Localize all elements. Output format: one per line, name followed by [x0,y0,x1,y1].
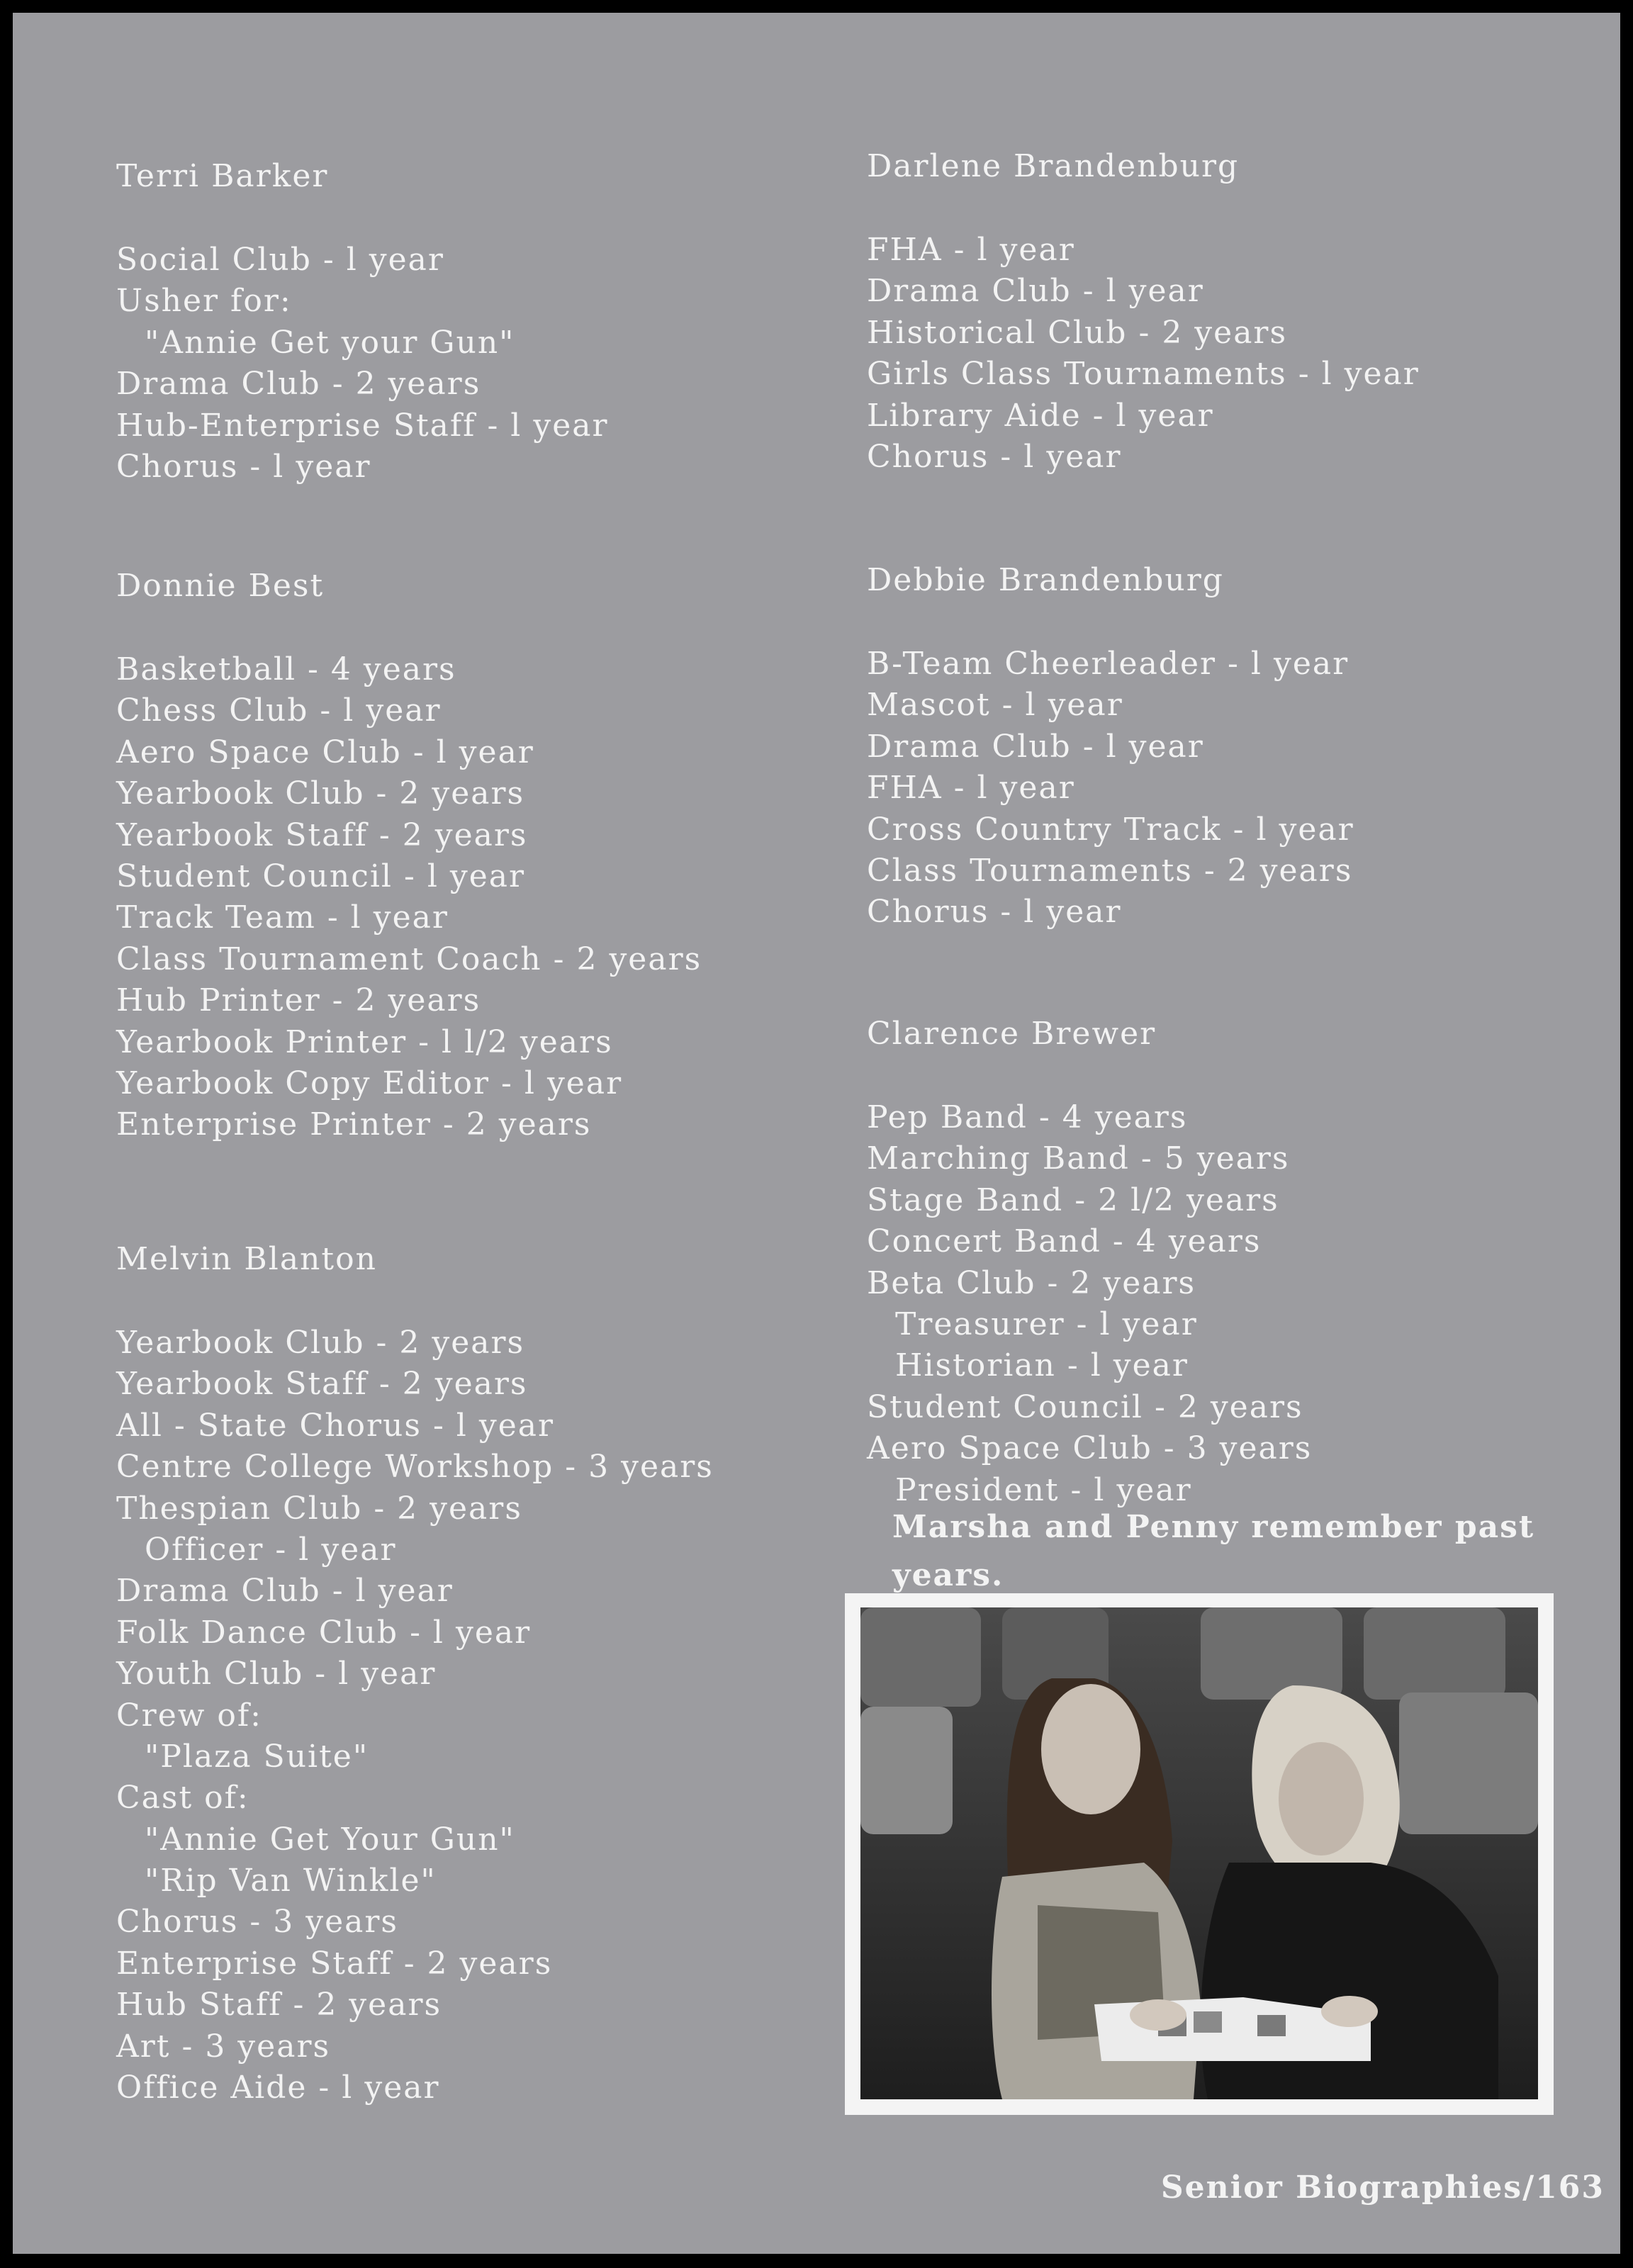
activity-list [867,1097,1583,1511]
activity-line: Officer - l year [145,1531,397,1568]
bio-darlene-brandenburg [867,146,1583,560]
activity-line: Chorus - l year [867,438,1122,475]
activity-line: Chorus - l year [867,894,1122,931]
activity-line: Track Team - l year [116,899,449,936]
photo-caption: Marsha and Penny remember past years. [892,1509,1535,1593]
activity-line: Historical Club - 2 years [867,314,1288,351]
photo [860,1607,1538,2099]
activity-line: Hub-Enterprise Staff - l year [116,407,609,444]
activity-line: Student Council - l year [116,858,526,894]
bio-name: Donnie Best [116,568,325,604]
activity-line: Drama Club - l year [867,273,1204,310]
activity-line: Chess Club - l year [116,692,442,729]
activity-line: Centre College Workshop - 3 years [116,1449,714,1486]
activity-list [116,240,832,488]
activity-line: "Annie Get Your Gun" [145,1821,515,1858]
activity-line: "Rip Van Winkle" [145,1863,437,1899]
activity-line: FHA - l year [867,232,1075,268]
activity-line: All - State Chorus - l year [116,1407,555,1444]
bio-name: Terri Barker [116,158,329,194]
activity-line: Treasurer - l year [895,1306,1198,1342]
activity-line: Drama Club - l year [867,728,1204,765]
yearbook-page [13,13,1620,2254]
activity-line: Crew of: [116,1697,262,1734]
right-column [867,146,1583,1508]
activity-line: Chorus - l year [116,448,371,485]
activity-line: Social Club - l year [116,242,444,278]
activity-line: Class Tournament Coach - 2 years [116,941,702,977]
activity-list [867,644,1583,933]
activity-line: Stage Band - 2 l/2 years [867,1181,1279,1218]
activity-line: Yearbook Staff - 2 years [116,1366,528,1403]
photo-image [860,1607,1538,2099]
activity-line: Enterprise Staff - 2 years [116,1945,553,1982]
activity-line: Historian - l year [895,1347,1189,1384]
activity-list [867,230,1583,478]
activity-line: Folk Dance Club - l year [116,1614,532,1651]
activity-line: Drama Club - 2 years [116,366,481,403]
activity-list [116,649,832,1146]
bio-clarence-brewer [867,1014,1583,1508]
activity-line: Drama Club - l year [116,1573,454,1610]
page-footer: Senior Biographies/163 [1160,2169,1605,2206]
bio-melvin-blanton [116,1239,832,2109]
activity-line: Enterprise Printer - 2 years [116,1106,592,1143]
activity-line: "Plaza Suite" [145,1738,369,1775]
activity-line: Yearbook Staff - 2 years [116,816,528,853]
activity-line: FHA - l year [867,770,1075,807]
left-column [116,156,832,2109]
activity-line: Hub Printer - 2 years [116,982,481,1019]
bio-name: Clarence Brewer [867,1016,1157,1052]
bio-terri-barker [116,156,832,566]
activity-line: Beta Club - 2 years [867,1264,1196,1301]
activity-line: Yearbook Club - 2 years [116,1325,525,1361]
activity-line: Chorus - 3 years [116,1904,399,1941]
activity-line: Yearbook Club - 2 years [116,775,525,812]
bio-debbie-brandenburg [867,560,1583,1014]
activity-line: B-Team Cheerleader - l year [867,646,1349,682]
activity-line: Student Council - 2 years [867,1388,1303,1425]
activity-line: Hub Staff - 2 years [116,1987,442,2023]
activity-line: Class Tournaments - 2 years [867,852,1353,889]
activity-line: Pep Band - 4 years [867,1099,1188,1135]
activity-line: Youth Club - l year [116,1656,437,1692]
activity-line: Usher for: [116,283,292,320]
bio-donnie-best [116,566,832,1239]
activity-line: Mascot - l year [867,687,1123,724]
activity-line: Girls Class Tournaments - l year [867,356,1420,393]
activity-line: Office Aide - l year [116,2070,440,2106]
activity-line: Concert Band - 4 years [867,1223,1262,1260]
activity-line: Yearbook Copy Editor - l year [116,1065,623,1101]
activity-line: Cross Country Track - l year [867,811,1354,848]
activity-line: Basketball - 4 years [116,651,456,687]
bio-name: Debbie Brandenburg [867,562,1224,598]
activity-line: "Annie Get your Gun" [145,324,515,361]
activity-line: Marching Band - 5 years [867,1140,1290,1177]
bio-name: Melvin Blanton [116,1241,377,1277]
activity-line: Yearbook Printer - l l/2 years [116,1023,613,1060]
activity-line: President - l year [895,1471,1192,1508]
activity-list [116,1323,832,2109]
activity-line: Cast of: [116,1780,249,1817]
activity-line: Art - 3 years [116,2028,331,2065]
activity-line: Aero Space Club - l year [116,734,534,770]
activity-line: Aero Space Club - 3 years [867,1430,1313,1467]
bio-name: Darlene Brandenburg [867,148,1240,184]
photo-frame [845,1593,1554,2115]
activity-line: Thespian Club - 2 years [116,1490,522,1527]
activity-line: Library Aide - l year [867,397,1214,434]
